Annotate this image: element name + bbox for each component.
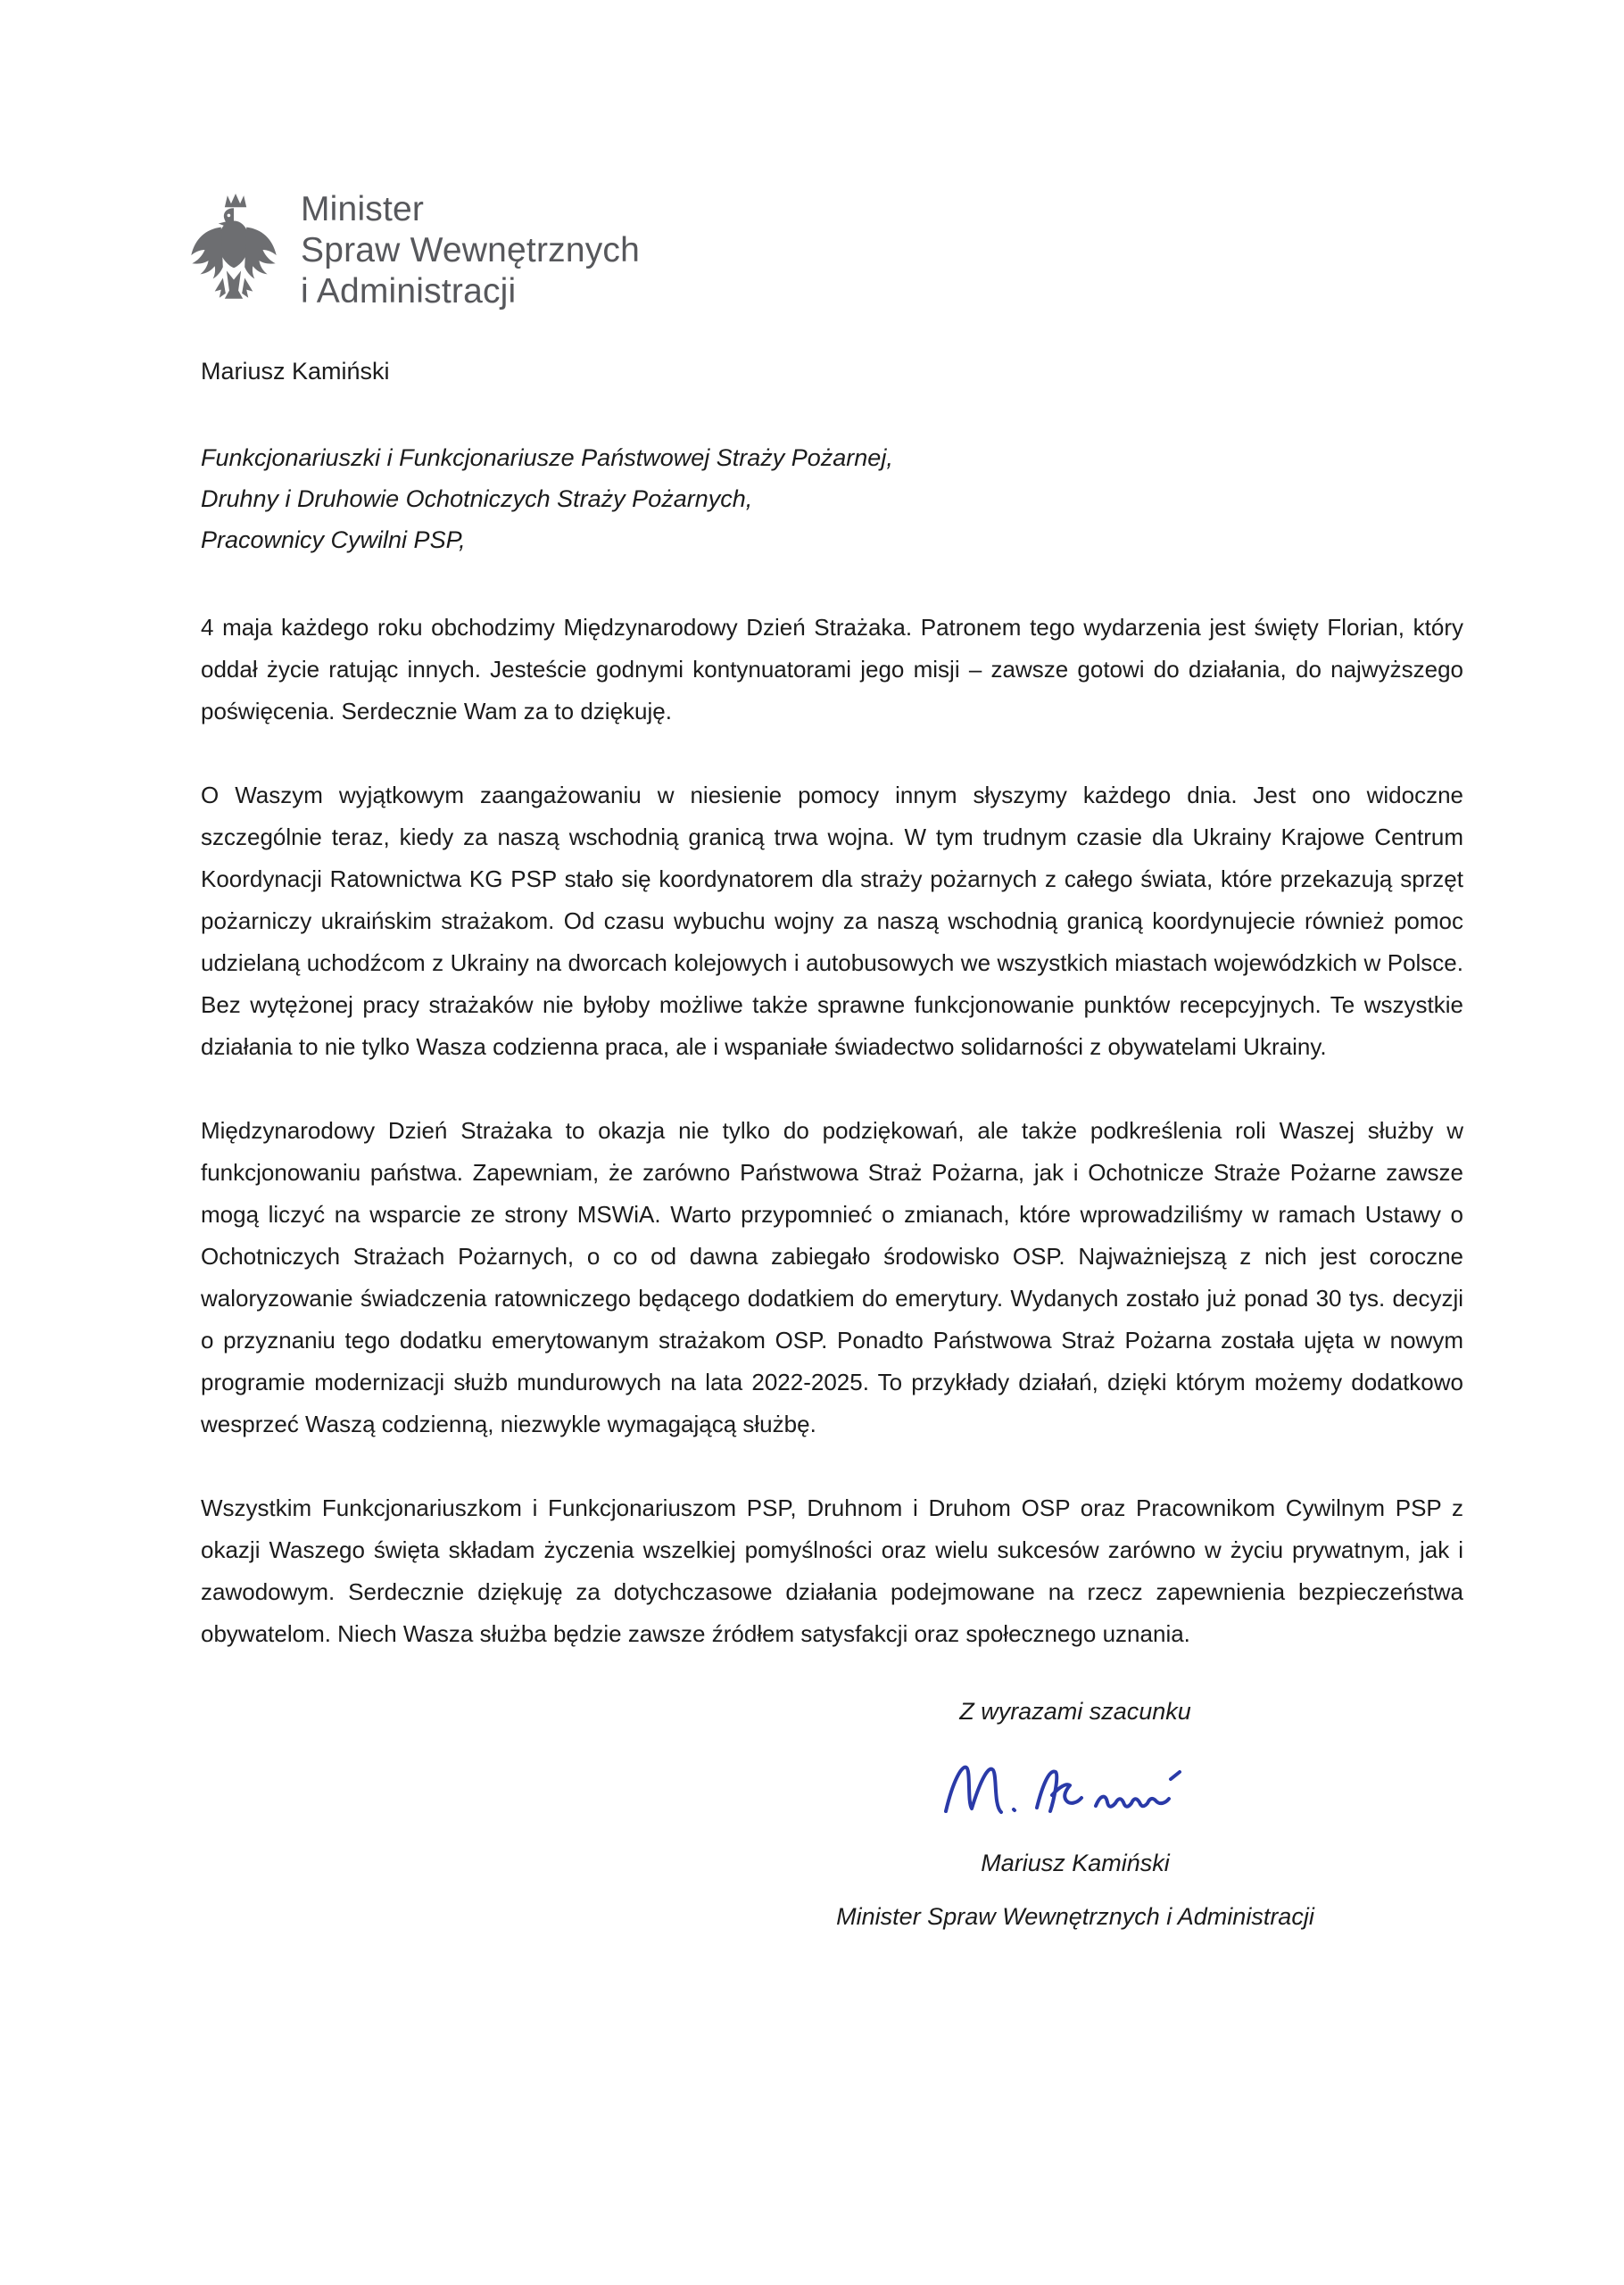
salutation-line: Druhny i Druhowie Ochotniczych Straży Pożarnych, bbox=[201, 485, 753, 512]
letterhead bbox=[185, 189, 1463, 312]
coat-of-arms-eagle-icon bbox=[185, 191, 283, 310]
ministry-line: i Administracji bbox=[301, 272, 517, 310]
salutation-line: Funkcjonariuszki i Funkcjonariusze Państwowej Straży Pożarnej, bbox=[201, 444, 893, 471]
author-name: Mariusz Kamiński bbox=[201, 358, 390, 385]
paragraph-support: Międzynarodowy Dzień Strażaka to okazja nie tylko do podziękowań, ale także podkreślenia roli Waszej służby w funkcjonowaniu państwa. Zapewniam, że zarówno Państwowa Straż Pożarna, jak i Ochotnicze Straże Pożarne zawsze mogą liczyć na wsparcie ze strony MSWiA. Warto przypomnieć o zmianach, które wprowadziliśmy w ramach Ustawy o Ochotniczych Strażach Pożarnych, o co od dawna zabiegało środowisko OSP. Najważniejszą z nich jest coroczne waloryzowanie świadczenia ratowniczego będącego dodatkiem do emerytury. Wydanych zostało już ponad 30 tys. decyzji o przyznaniu tego dodatku emerytowanym strażakom OSP. Ponadto Państwowa Straż Pożarna została ujęta w nowym programie modernizacji służb mundurowych na lata 2022-2025. To przykłady działań, dzięki którym możemy dodatkowo wesprzeć Waszą codzienną, niezwykle wymagającą służbę. bbox=[201, 1117, 1463, 1437]
ministry-name bbox=[301, 189, 640, 312]
handwritten-signature bbox=[937, 1756, 1214, 1831]
ministry-line: Spraw Wewnętrznych bbox=[301, 231, 641, 269]
salutation bbox=[201, 437, 1463, 560]
paragraph-wishes: Wszystkim Funkcjonariuszkom i Funkcjonariuszom PSP, Druhnom i Druhom OSP oraz Pracownikom Cywilnym PSP z okazji Waszego święta składam życzenia wszelkiej pomyślności oraz wielu sukcesów zarówno w życiu prywatnym, jak i zawodowym. Serdecznie dziękuję za dotychczasowe działania podejmowane na rzecz zapewnienia bezpieczeństwa obywatelom. Niech Wasza służba będzie zawsze źródłem satysfakcji oraz społecznego uznania. bbox=[201, 1494, 1463, 1647]
closing-phrase: Z wyrazami szacunku bbox=[959, 1698, 1191, 1725]
ministry-line: Minister bbox=[301, 190, 425, 228]
closing-block bbox=[718, 1697, 1432, 1931]
salutation-line: Pracownicy Cywilni PSP, bbox=[201, 526, 466, 553]
signatory-title: Minister Spraw Wewnętrznych i Administracji bbox=[836, 1903, 1314, 1930]
signatory-name: Mariusz Kamiński bbox=[981, 1850, 1170, 1876]
paragraph-intro: 4 maja każdego roku obchodzimy Międzynarodowy Dzień Strażaka. Patronem tego wydarzenia jest święty Florian, który oddał życie ratując innych. Jesteście godnymi kontynuatorami jego misji – zawsze gotowi do działania, do najwyższego poświęcenia. Serdecznie Wam za to dziękuję. bbox=[201, 614, 1463, 724]
paragraph-engagement: O Waszym wyjątkowym zaangażowaniu w niesienie pomocy innym słyszymy każdego dnia. Jest ono widoczne szczególnie teraz, kiedy za naszą wschodnią granicą trwa wojna. W tym trudnym czasie dla Ukrainy Krajowe Centrum Koordynacji Ratownictwa KG PSP stało się koordynatorem dla straży pożarnych z całego świata, które przekazują sprzęt pożarniczy ukraińskim strażakom. Od czasu wybuchu wojny za naszą wschodnią granicą koordynujecie również pomoc udzielaną uchodźcom z Ukrainy na dworcach kolejowych i autobusowych we wszystkich miastach wojewódzkich w Polsce. Bez wytężonej pracy strażaków nie byłoby możliwe także sprawne funkcjonowanie punktów recepcyjnych. Te wszystkie działania to nie tylko Wasza codzienna praca, ale i wspaniałe świadectwo solidarności z obywatelami Ukrainy. bbox=[201, 782, 1463, 1060]
